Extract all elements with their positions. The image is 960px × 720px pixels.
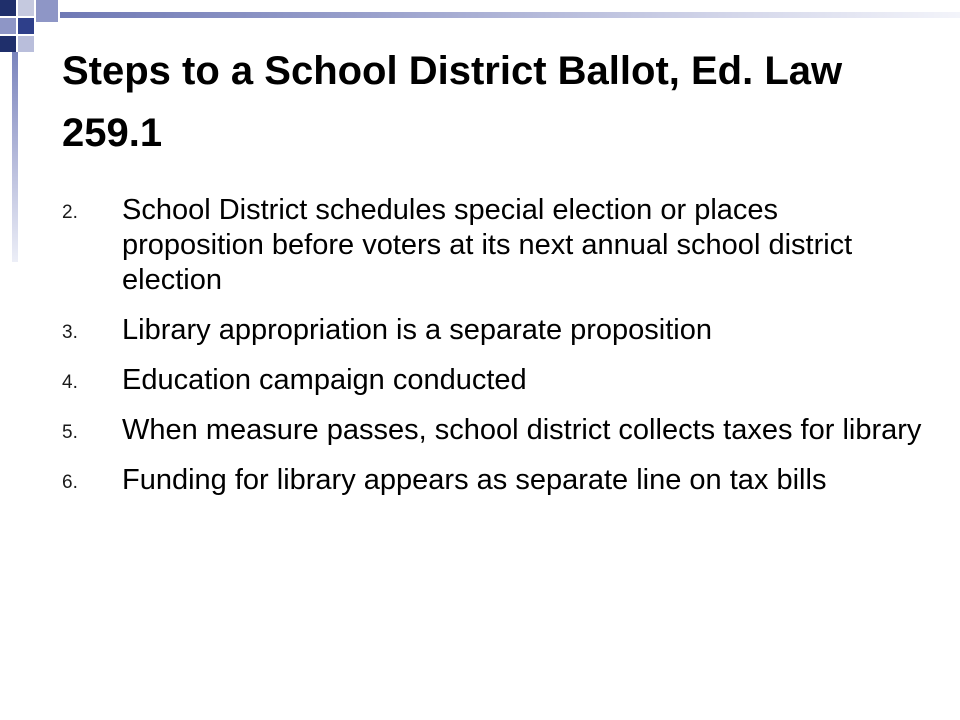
- step-text: When measure passes, school district collects taxes for library: [122, 414, 922, 446]
- step-number: 6.: [62, 472, 78, 493]
- decorative-square: [18, 36, 34, 52]
- decorative-square: [0, 36, 16, 52]
- decorative-square: [18, 0, 34, 16]
- step-number: 2.: [62, 202, 78, 223]
- step-number: 5.: [62, 422, 78, 443]
- step-number: 4.: [62, 372, 78, 393]
- steps-list: [62, 193, 922, 513]
- step-text: Library appropriation is a separate proposition: [122, 314, 713, 346]
- slide-title: Steps to a School District Ballot, Ed. Law 259.1: [62, 49, 843, 155]
- step-text: Education campaign conducted: [122, 364, 527, 396]
- left-accent-bar: [12, 52, 18, 262]
- top-accent-bar: [60, 12, 960, 18]
- list-item: [62, 363, 922, 398]
- decorative-square: [18, 18, 34, 34]
- decorative-square: [0, 18, 16, 34]
- list-item: [62, 313, 922, 348]
- step-number: 3.: [62, 322, 78, 343]
- step-text: School District schedules special election or places proposition before voters at its next annual school district election: [122, 194, 853, 296]
- list-item: [62, 463, 922, 498]
- decorative-square: [0, 0, 16, 16]
- step-text: Funding for library appears as separate line on tax bills: [122, 464, 827, 496]
- list-item: [62, 193, 922, 298]
- decorative-square: [36, 0, 58, 22]
- list-item: [62, 413, 922, 448]
